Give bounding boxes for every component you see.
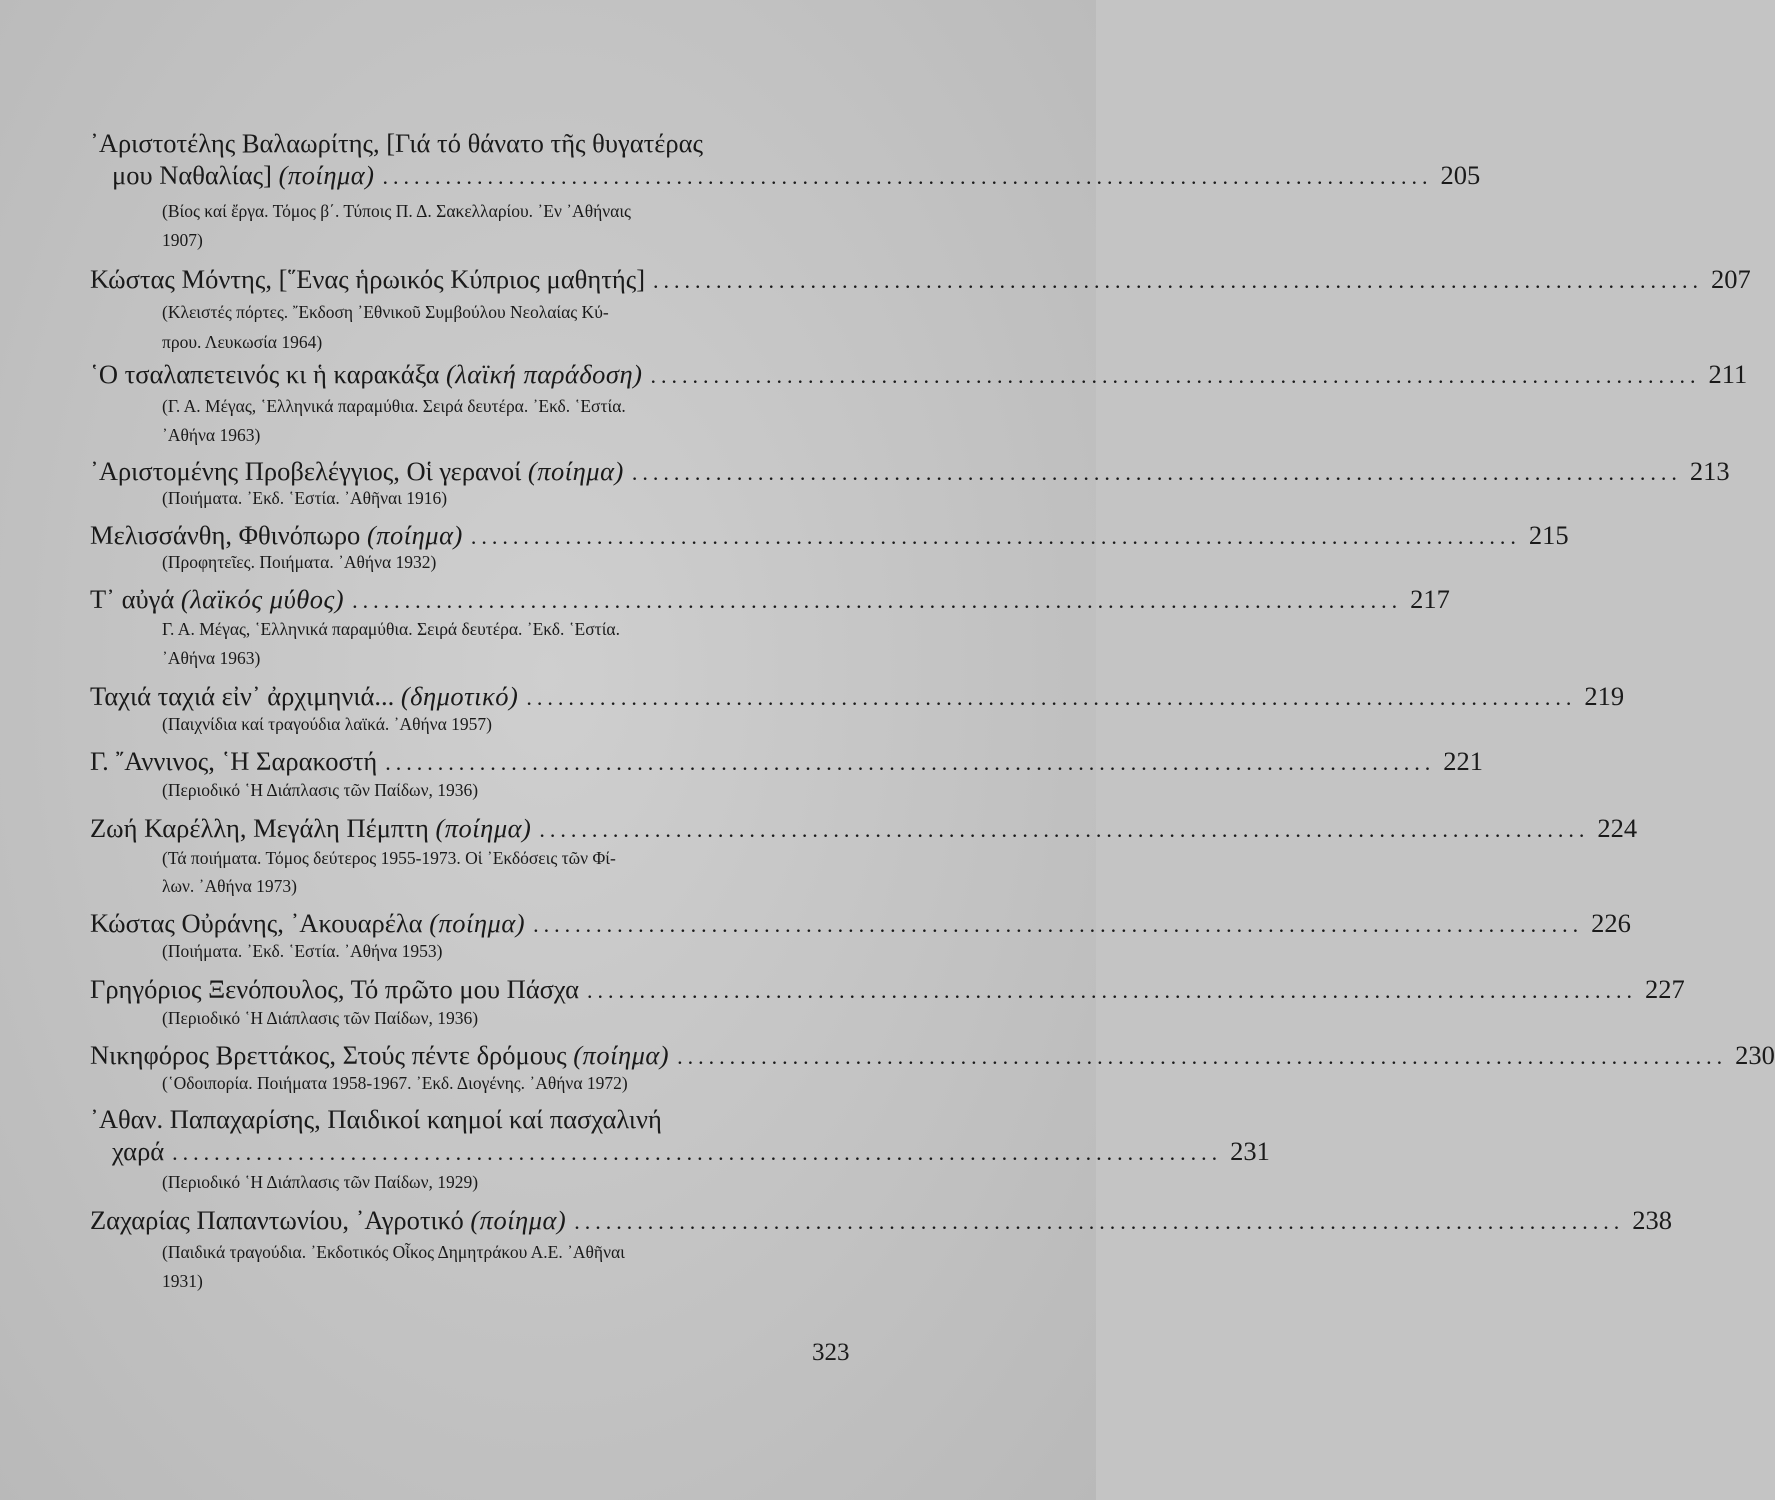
entry-source-note: (Περιοδικό ῾Η Διάπλασις τῶν Παίδων, 1929): [162, 1172, 479, 1192]
entry-source-note: λων. ᾿Αθήνα 1973): [162, 876, 297, 896]
toc-entry-line: [90, 681, 1625, 713]
entry-genre: (ποίημα): [429, 908, 526, 938]
entry-genre: (ποίημα): [470, 1205, 567, 1235]
entry-genre: (ποίημα): [366, 520, 463, 550]
leader-dots: ....................................................................................................: [653, 268, 1704, 293]
entry-title: μου Ναθαλίας]: [112, 160, 272, 190]
toc-entry-title-line: [90, 128, 852, 158]
entry-genre: (ποίημα): [278, 160, 375, 190]
entry-source-note: (῾Οδοιπορία. Ποιήματα 1958-1967. ᾿Εκδ. Διογένης. ᾿Αθήνα 1972): [162, 1073, 628, 1093]
entry-genre: (λαϊκός μύθος): [180, 584, 345, 614]
toc-entry-line: [90, 520, 1569, 552]
entry-title: Κώστας Μόντης, [῞Ενας ἡρωικός Κύπριος μαθητής]: [90, 264, 646, 294]
toc-entry-line: [90, 359, 1748, 391]
entry-page-number: 224: [1597, 813, 1638, 843]
entry-source-note: (Περιοδικό ῾Η Διάπλασις τῶν Παίδων, 1936): [162, 1008, 479, 1028]
entry-genre: (ποίημα): [527, 456, 624, 486]
entry-page-number: 230: [1735, 1040, 1775, 1070]
leader-dots: ....................................................................................................: [172, 1140, 1223, 1165]
entry-title: Κώστας Οὐράνης, ᾿Ακουαρέλα: [90, 908, 423, 938]
leader-dots: ....................................................................................................: [539, 817, 1590, 842]
entry-source-note: (Προφητεῖες. Ποιήματα. ᾿Αθήνα 1932): [162, 552, 437, 572]
entry-source-note: (Παιδικά τραγούδια. ᾿Εκδοτικός Οἶκος Δημητράκου Α.Ε. ᾿Αθῆναι: [162, 1242, 625, 1262]
entry-page-number: 221: [1443, 746, 1484, 776]
entry-title: Ταχιά ταχιά εἰν᾿ ἀρχιμηνιά...: [90, 681, 395, 711]
toc-entry-line: [90, 746, 1484, 778]
toc-entry-title-line: [90, 1104, 852, 1134]
entry-title: Τ᾿ αὐγά: [90, 584, 175, 614]
entry-page-number: 227: [1644, 974, 1685, 1004]
entry-page-number: 238: [1632, 1205, 1672, 1235]
entry-source-note: (Τά ποιήματα. Τόμος δεύτερος 1955-1973. Οἱ ᾿Εκδόσεις τῶν Φί-: [162, 848, 616, 868]
entry-source-note: (Γ. Α. Μέγας, ῾Ελληνικά παραμύθια. Σειρά δευτέρα. ᾿Εκδ. ῾Εστία.: [162, 396, 626, 416]
entry-genre: (δημοτικό): [400, 681, 519, 711]
entry-page-number: 207: [1711, 264, 1751, 294]
entry-page-number: 217: [1410, 584, 1450, 614]
entry-source-note: πρου. Λευκωσία 1964): [162, 332, 323, 352]
entry-source-note: 1907): [162, 230, 203, 250]
entry-title: Ζωή Καρέλλη, Μεγάλη Πέμπτη: [90, 813, 429, 843]
entry-source-note: ᾿Αθήνα 1963): [162, 425, 261, 445]
leader-dots: ....................................................................................................: [526, 685, 1577, 710]
entry-title: ᾿Αριστοτέλης Βαλαωρίτης, [Γιά τό θάνατο τῆς θυγατέρας: [90, 128, 703, 158]
toc-entry-line: [112, 1136, 1270, 1168]
entry-title: Γ. ῎Αννινος, ῾Η Σαρακοστή: [90, 746, 378, 776]
entry-title: Νικηφόρος Βρεττάκος, Στούς πέντε δρόμους: [90, 1040, 567, 1070]
entry-page-number: 231: [1230, 1136, 1270, 1166]
leader-dots: ....................................................................................................: [470, 524, 1521, 549]
entry-genre: (λαϊκή παράδοση): [445, 359, 643, 389]
toc-entry-line: [90, 584, 1450, 616]
entry-source-note: (Βίος καί ἔργα. Τόμος β΄. Τύποις Π. Δ. Σακελλαρίου. ᾿Εν ᾿Αθήναις: [162, 201, 631, 221]
leader-dots: ....................................................................................................: [586, 978, 1637, 1003]
entry-source-note: 1931): [162, 1271, 203, 1291]
entry-title: ᾿Αθαν. Παπαχαρίσης, Παιδικοί καημοί καί πασχαλινή: [90, 1104, 662, 1134]
entry-page-number: 219: [1584, 681, 1625, 711]
toc-entry-line: [90, 1040, 1775, 1072]
leader-dots: ....................................................................................................: [631, 460, 1682, 485]
entry-source-note: Γ. Α. Μέγας, ῾Ελληνικά παραμύθια. Σειρά δευτέρα. ᾿Εκδ. ῾Εστία.: [162, 619, 620, 639]
leader-dots: ....................................................................................................: [574, 1209, 1625, 1234]
entry-source-note: ᾿Αθήνα 1963): [162, 648, 261, 668]
toc-entry-line: [90, 813, 1638, 845]
entry-title: Γρηγόριος Ξενόπουλος, Τό πρῶτο μου Πάσχα: [90, 974, 579, 1004]
entry-title: ᾿Αριστομένης Προβελέγγιος, Οἱ γερανοί: [90, 456, 522, 486]
entry-page-number: 205: [1440, 160, 1481, 190]
entry-source-note: (Ποιήματα. ᾿Εκδ. ῾Εστία. ᾿Αθῆναι 1916): [162, 488, 448, 508]
entry-title: χαρά: [112, 1136, 165, 1166]
leader-dots: ....................................................................................................: [677, 1044, 1728, 1069]
leader-dots: ....................................................................................................: [650, 363, 1701, 388]
toc-entry-line: [90, 1205, 1672, 1237]
entry-source-note: (Παιχνίδια καί τραγούδια λαϊκά. ᾿Αθήνα 1957): [162, 714, 492, 734]
entry-source-note: (Περιοδικό ῾Η Διάπλασις τῶν Παίδων, 1936): [162, 780, 479, 800]
leader-dots: ....................................................................................................: [533, 912, 1584, 937]
toc-entry-line: [90, 264, 1751, 296]
entry-source-note: (Κλειστές πόρτες. ῎Εκδοση ᾿Εθνικοῦ Συμβούλου Νεολαίας Κύ-: [162, 302, 609, 322]
entry-page-number: 213: [1689, 456, 1730, 486]
entry-page-number: 215: [1528, 520, 1569, 550]
entry-title: Ζαχαρίας Παπαντωνίου, ᾿Αγροτικό: [90, 1205, 464, 1235]
entry-source-note: (Ποιήματα. ᾿Εκδ. ῾Εστία. ᾿Αθήνα 1953): [162, 941, 443, 961]
leader-dots: ....................................................................................................: [385, 750, 1436, 775]
toc-entry-line: [90, 974, 1685, 1006]
toc-entry-line: [90, 908, 1631, 940]
entry-title: Μελισσάνθη, Φθινόπωρο: [90, 520, 361, 550]
entry-genre: (ποίημα): [573, 1040, 670, 1070]
entry-genre: (ποίημα): [435, 813, 532, 843]
leader-dots: ....................................................................................................: [352, 588, 1403, 613]
toc-entry-line: [112, 160, 1481, 192]
toc-entry-line: [90, 456, 1730, 488]
entry-page-number: 211: [1708, 359, 1748, 389]
entry-title: ῾Ο τσαλαπετεινός κι ἡ καρακάξα: [90, 359, 440, 389]
entry-page-number: 226: [1591, 908, 1631, 938]
leader-dots: ....................................................................................................: [382, 164, 1433, 189]
page-number: 323: [812, 1339, 850, 1366]
